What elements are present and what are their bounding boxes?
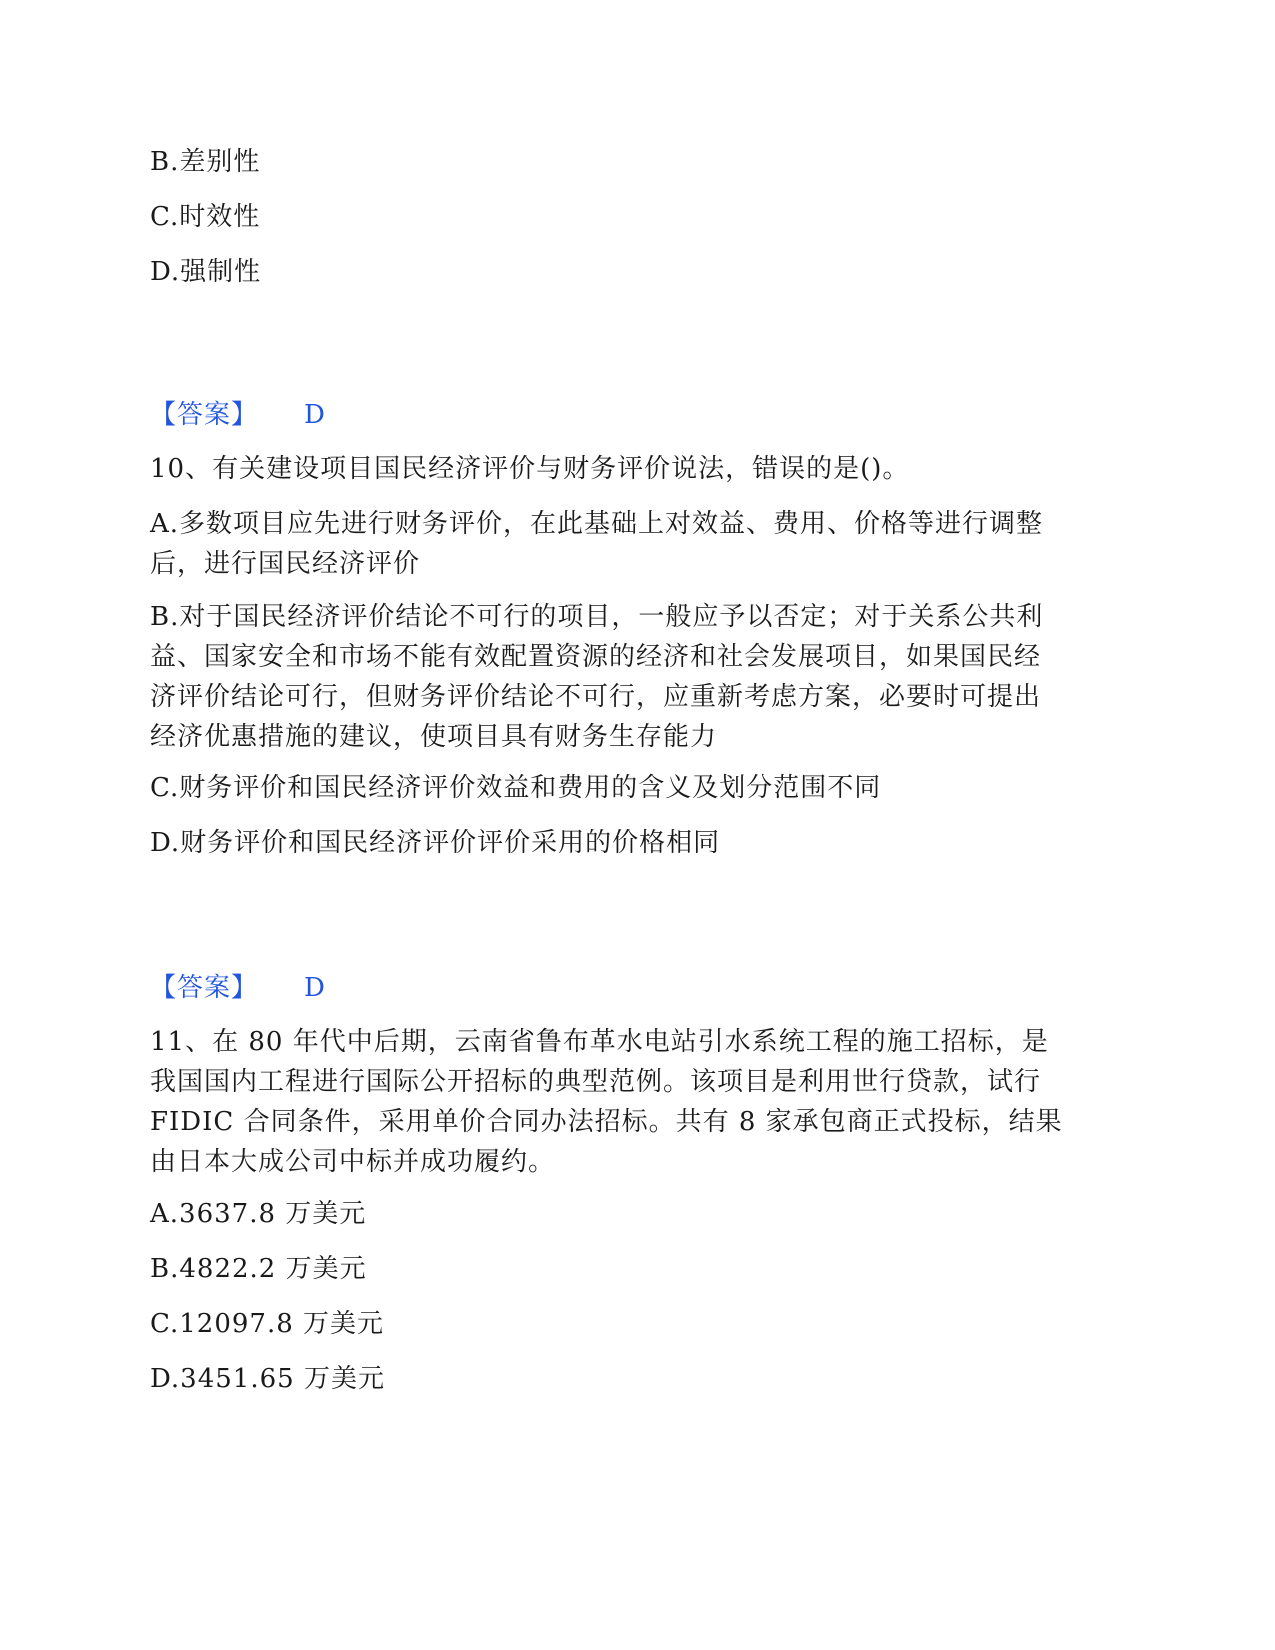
q10-option-c: C.财务评价和国民经济评价效益和费用的含义及划分范围不同 (150, 773, 882, 803)
answer-value: D (304, 400, 326, 430)
q11-option-b: B.4822.2 万美元 (150, 1254, 367, 1284)
answer-label: 【答案】 (150, 400, 259, 430)
q9-option-b: B.差别性 (150, 147, 261, 177)
answer-label: 【答案】 (150, 973, 259, 1003)
q10-option-a (150, 504, 1110, 584)
q11-option-a: A.3637.8 万美元 (150, 1199, 367, 1229)
q10-option-b-line: 益、国家安全和市场不能有效配置资源的经济和社会发展项目，如果国民经 (150, 642, 1042, 672)
q9-answer (150, 395, 326, 435)
q11-stem (150, 1022, 1110, 1182)
q10-option-b-line: 济评价结论可行，但财务评价结论不可行，应重新考虑方案，必要时可提出 (150, 682, 1042, 712)
answer-value: D (304, 973, 326, 1003)
q10-option-a-line: A.多数项目应先进行财务评价，在此基础上对效益、费用、价格等进行调整 (150, 509, 1044, 539)
q11-stem-line: 11、在 80 年代中后期，云南省鲁布革水电站引水系统工程的施工招标，是 (150, 1027, 1049, 1057)
q10-option-b (150, 597, 1110, 757)
q9-option-d: D.强制性 (150, 257, 262, 287)
q10-option-a-line: 后，进行国民经济评价 (150, 549, 421, 579)
q10-option-d: D.财务评价和国民经济评价评价采用的价格相同 (150, 828, 721, 858)
q10-option-b-line: B.对于国民经济评价结论不可行的项目，一般应予以否定；对于关系公共利 (150, 602, 1044, 632)
q11-option-d: D.3451.65 万美元 (150, 1364, 385, 1394)
q10-stem: 10、有关建设项目国民经济评价与财务评价说法，错误的是()。 (150, 454, 910, 484)
q10-answer (150, 968, 326, 1008)
q11-stem-line: 由日本大成公司中标并成功履约。 (150, 1147, 556, 1177)
q10-option-b-line: 经济优惠措施的建议，使项目具有财务生存能力 (150, 722, 718, 752)
q11-stem-line: 我国国内工程进行国际公开招标的典型范例。该项目是利用世行贷款，试行 (150, 1067, 1042, 1097)
q11-option-c: C.12097.8 万美元 (150, 1309, 385, 1339)
q9-option-c: C.时效性 (150, 202, 261, 232)
q11-stem-line: FIDIC 合同条件，采用单价合同办法招标。共有 8 家承包商正式投标，结果 (150, 1107, 1063, 1137)
